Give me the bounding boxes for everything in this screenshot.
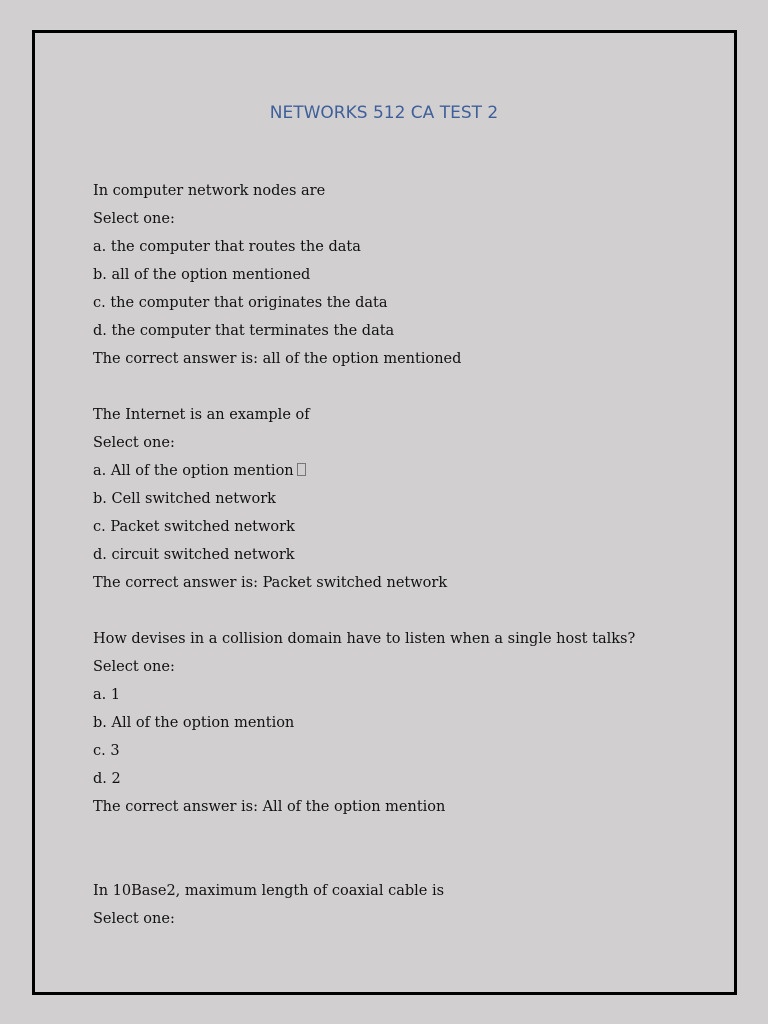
- question-text: The Internet is an example of: [93, 407, 310, 423]
- option-d: d. 2: [93, 771, 121, 787]
- missing-glyph-icon: [297, 463, 306, 476]
- question-text: How devises in a collision domain have to listen when a single host talks?: [93, 631, 636, 647]
- select-prompt: Select one:: [93, 435, 175, 451]
- select-prompt: Select one:: [93, 911, 175, 927]
- option-a-text: a. All of the option mention: [93, 463, 294, 479]
- option-d: d. the computer that terminates the data: [93, 323, 395, 339]
- option-a: [93, 457, 693, 485]
- option-d: d. circuit switched network: [93, 547, 295, 563]
- option-a: a. the computer that routes the data: [93, 239, 361, 255]
- select-prompt: Select one:: [93, 211, 175, 227]
- option-a: a. 1: [93, 687, 121, 703]
- question-block: [93, 877, 693, 933]
- question-text: In computer network nodes are: [93, 183, 326, 199]
- correct-answer: The correct answer is: Packet switched network: [93, 575, 448, 591]
- option-c: c. 3: [93, 743, 120, 759]
- question-block: [93, 625, 693, 821]
- document-body: [93, 177, 693, 933]
- option-b: b. Cell switched network: [93, 491, 276, 507]
- option-b: b. all of the option mentioned: [93, 267, 311, 283]
- question-block: [93, 401, 693, 597]
- question-text: In 10Base2, maximum length of coaxial cable is: [93, 883, 445, 899]
- select-prompt: Select one:: [93, 659, 175, 675]
- document-title: NETWORKS 512 CA TEST 2: [269, 103, 499, 123]
- correct-answer: The correct answer is: all of the option mentioned: [93, 351, 462, 367]
- question-block: [93, 177, 693, 373]
- option-b: b. All of the option mention: [93, 715, 295, 731]
- option-c: c. Packet switched network: [93, 519, 295, 535]
- option-c: c. the computer that originates the data: [93, 295, 388, 311]
- correct-answer: The correct answer is: All of the option mention: [93, 799, 446, 815]
